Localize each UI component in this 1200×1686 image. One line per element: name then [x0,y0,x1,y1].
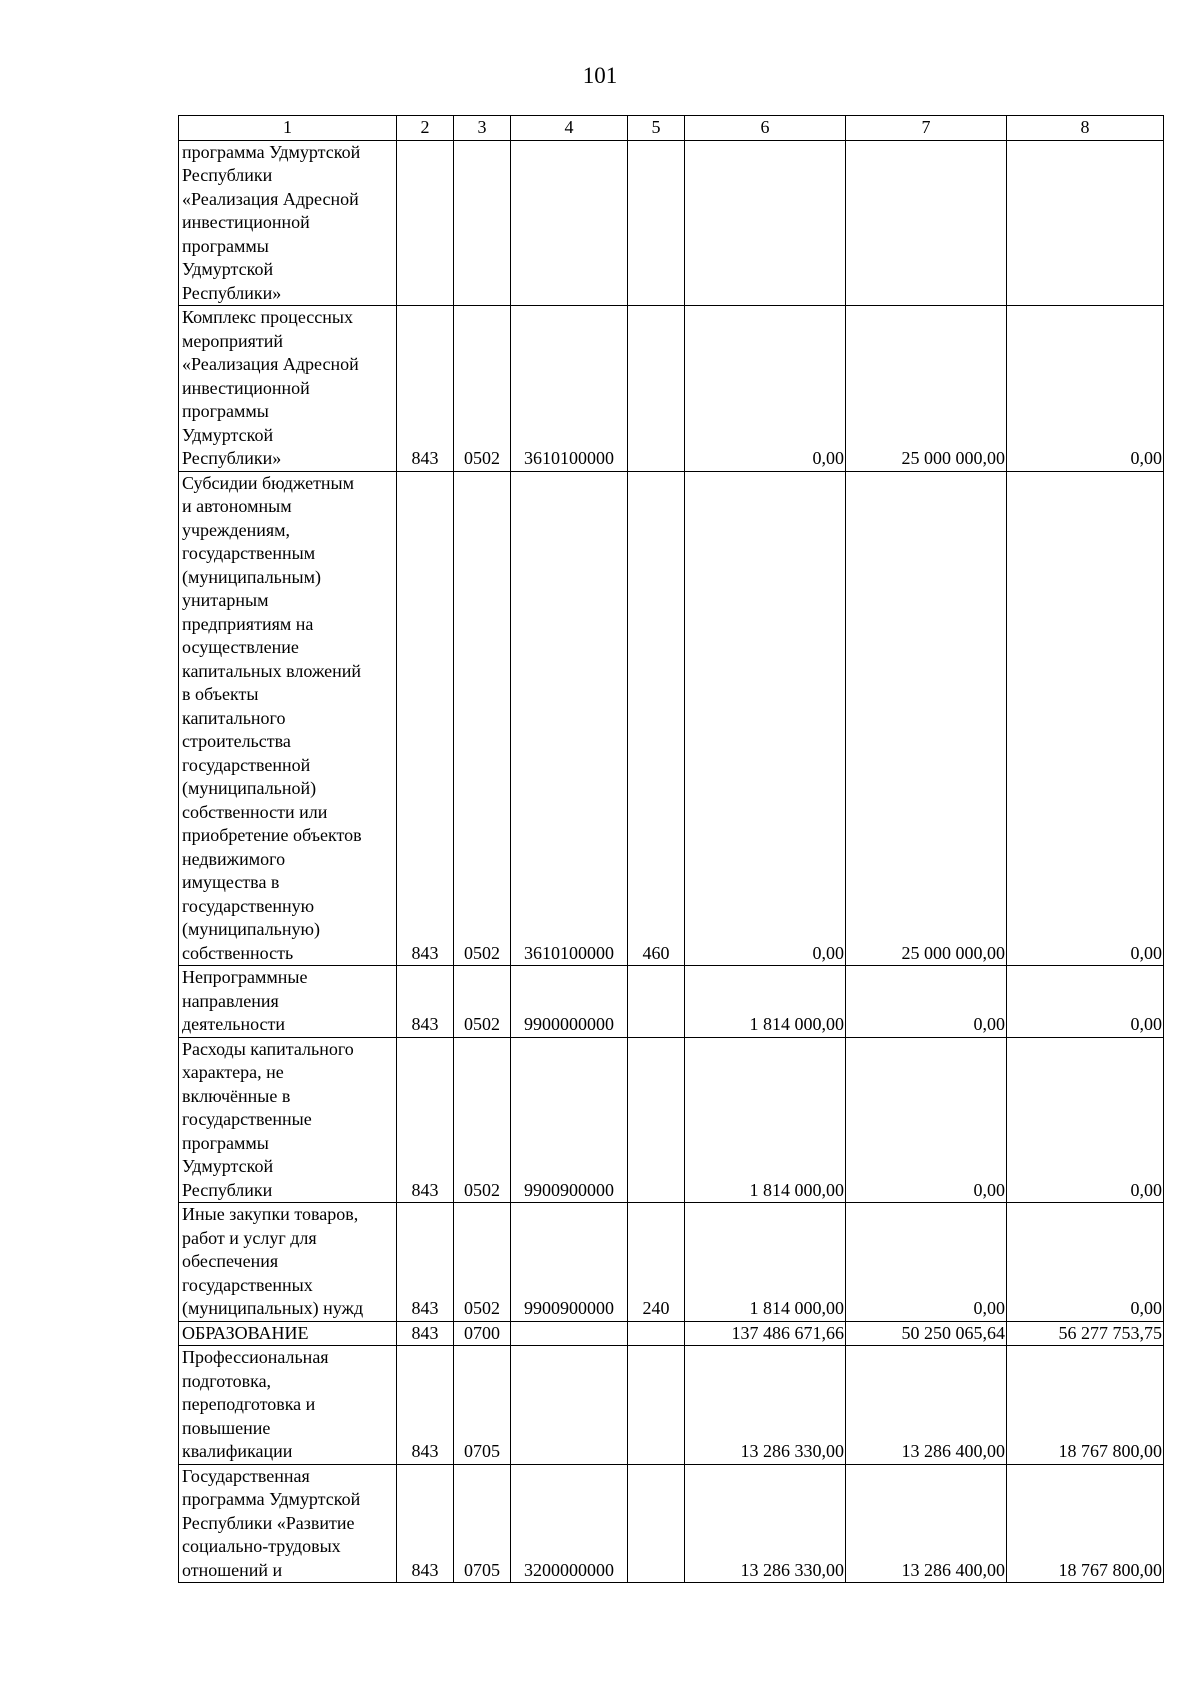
section-code-cell [454,140,511,306]
table-row [179,1203,1164,1322]
row-name-cell [179,471,397,966]
amount-col7-cell: 25 000 000,00 [846,471,1007,966]
row-name-cell [179,306,397,472]
row-name-cell [179,140,397,306]
row-name-text: ОБРАЗОВАНИЕ [182,1322,309,1343]
amount-col7-cell: 0,00 [846,1203,1007,1322]
row-name-text: Государственная программа Удмуртской Республики «Развитие социально-трудовых отношений и [182,1465,361,1580]
expense-type-cell [628,1464,685,1583]
row-name-text: Непрограммные направления деятельности [182,967,308,1034]
table-row [179,966,1164,1038]
table-row [179,1464,1164,1583]
target-article-cell: 9900900000 [511,1203,628,1322]
ministry-code-cell: 843 [397,1203,454,1322]
section-code-cell: 0700 [454,1321,511,1346]
ministry-code-cell [397,140,454,306]
ministry-code-cell: 843 [397,966,454,1038]
target-article-cell: 9900000000 [511,966,628,1038]
amount-col7-cell: 13 286 400,00 [846,1346,1007,1465]
amount-col6-cell: 1 814 000,00 [685,966,846,1038]
row-name-cell [179,1203,397,1322]
amount-col7-cell: 0,00 [846,966,1007,1038]
expense-type-cell [628,306,685,472]
amount-col8-cell: 0,00 [1007,966,1164,1038]
ministry-code-cell: 843 [397,1346,454,1465]
target-article-cell: 3610100000 [511,306,628,472]
header-cell: 3 [454,116,511,141]
expense-type-cell [628,966,685,1038]
amount-col7-cell: 25 000 000,00 [846,306,1007,472]
section-code-cell: 0502 [454,966,511,1038]
amount-col6-cell: 1 814 000,00 [685,1203,846,1322]
section-code-cell: 0705 [454,1464,511,1583]
budget-table [178,115,1164,1583]
row-name-cell [179,1464,397,1583]
amount-col7-cell [846,140,1007,306]
amount-col6-cell: 13 286 330,00 [685,1346,846,1465]
header-cell: 2 [397,116,454,141]
section-code-cell: 0502 [454,471,511,966]
table-body [179,116,1164,1583]
row-name-text: программа Удмуртской Республики «Реализация Адресной инвестиционной программы Удмуртской Республики» [182,141,361,303]
table-row [179,306,1164,472]
target-article-cell [511,1321,628,1346]
expense-type-cell: 240 [628,1203,685,1322]
section-code-cell: 0502 [454,1203,511,1322]
row-name-cell [179,966,397,1038]
target-article-cell [511,1346,628,1465]
row-name-text: Расходы капитального характера, не включённые в государственные программы Удмуртской Республики [182,1038,354,1200]
expense-type-cell: 460 [628,471,685,966]
row-name-text: Профессиональная подготовка, переподготовка и повышение квалификации [182,1347,329,1461]
table-row [179,140,1164,306]
table-header-row [179,116,1164,141]
row-name-cell [179,1346,397,1465]
header-cell: 7 [846,116,1007,141]
section-code-cell: 0502 [454,1037,511,1203]
amount-col6-cell: 1 814 000,00 [685,1037,846,1203]
amount-col8-cell: 56 277 753,75 [1007,1321,1164,1346]
section-code-cell: 0705 [454,1346,511,1465]
amount-col7-cell: 0,00 [846,1037,1007,1203]
amount-col8-cell: 18 767 800,00 [1007,1464,1164,1583]
row-name-text: Комплекс процессных мероприятий «Реализация Адресной инвестиционной программы Удмуртской Республики» [182,307,359,468]
amount-col8-cell: 0,00 [1007,1037,1164,1203]
table-row [179,1037,1164,1203]
amount-col7-cell: 13 286 400,00 [846,1464,1007,1583]
target-article-cell: 3610100000 [511,471,628,966]
header-cell: 6 [685,116,846,141]
amount-col8-cell: 18 767 800,00 [1007,1346,1164,1465]
ministry-code-cell: 843 [397,1037,454,1203]
expense-type-cell [628,1346,685,1465]
header-cell: 4 [511,116,628,141]
header-cell: 1 [179,116,397,141]
ministry-code-cell: 843 [397,306,454,472]
row-name-text: Иные закупки товаров, работ и услуг для обеспечения государственных (муниципальных) нужд [182,1204,364,1318]
target-article-cell [511,140,628,306]
amount-col8-cell: 0,00 [1007,471,1164,966]
expense-type-cell [628,1321,685,1346]
amount-col6-cell: 13 286 330,00 [685,1464,846,1583]
table-row [179,471,1164,966]
section-code-cell: 0502 [454,306,511,472]
amount-col6-cell: 137 486 671,66 [685,1321,846,1346]
ministry-code-cell: 843 [397,1321,454,1346]
amount-col8-cell: 0,00 [1007,1203,1164,1322]
ministry-code-cell: 843 [397,471,454,966]
amount-col7-cell: 50 250 065,64 [846,1321,1007,1346]
expense-type-cell [628,1037,685,1203]
amount-col6-cell [685,140,846,306]
amount-col6-cell: 0,00 [685,306,846,472]
amount-col6-cell: 0,00 [685,471,846,966]
expense-type-cell [628,140,685,306]
amount-col8-cell [1007,140,1164,306]
row-name-cell [179,1321,397,1346]
table-row [179,1321,1164,1346]
ministry-code-cell: 843 [397,1464,454,1583]
amount-col8-cell: 0,00 [1007,306,1164,472]
header-cell: 5 [628,116,685,141]
row-name-text: Субсидии бюджетным и автономным учреждениям, государственным (муниципальным) унитарным предприятиям на осуществление капитальных вложений в объекты капитального строительства государственной (муниципальной) собственности или приобретение объектов недвижимого имущества в государственную (муниципальную) собственность [182,472,362,963]
table-row [179,1346,1164,1465]
target-article-cell: 3200000000 [511,1464,628,1583]
page-number: 101 [582,63,618,88]
header-cell: 8 [1007,116,1164,141]
row-name-cell [179,1037,397,1203]
target-article-cell: 9900900000 [511,1037,628,1203]
